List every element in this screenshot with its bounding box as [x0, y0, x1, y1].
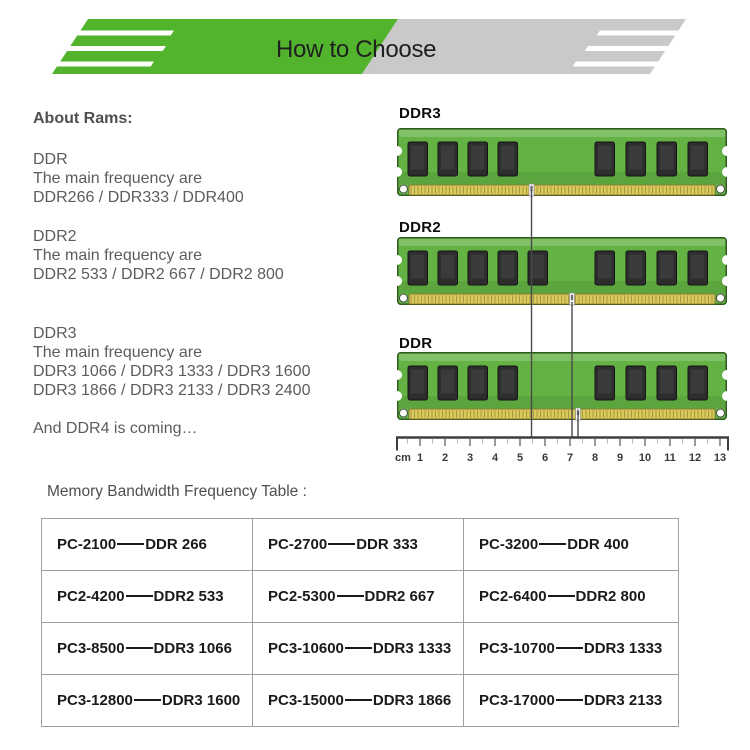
freq-cell: [464, 519, 679, 571]
memory-chip: [657, 366, 677, 400]
ruler-tick-label: 13: [713, 452, 727, 464]
dash-line: [539, 543, 566, 545]
ruler-tick-label: 2: [441, 452, 449, 464]
dash-line: [126, 647, 153, 649]
mount-hole: [400, 409, 408, 417]
pcb-board: [398, 238, 727, 305]
text-line: DDR: [33, 151, 68, 168]
stripe-cut: [597, 31, 740, 36]
edge-notch: [722, 276, 732, 286]
ruler-tick-label: 6: [541, 452, 549, 464]
freq-cell: [464, 571, 679, 623]
ruler-tick-label: 9: [616, 452, 624, 464]
module-label-ddr: DDR: [399, 335, 433, 352]
mount-hole: [717, 409, 725, 417]
text-line: The main frequency are: [33, 344, 202, 361]
ddr-speed: DDR3 1866: [372, 692, 452, 709]
memory-chip: [438, 251, 458, 285]
freq-cell: [253, 519, 464, 571]
freq-cell: [464, 675, 679, 727]
memory-chip: [408, 251, 428, 285]
edge-notch: [392, 370, 402, 380]
edge-notch: [392, 146, 402, 156]
pc-rating: PC3-17000: [479, 692, 555, 709]
ruler-unit-label: cm: [395, 452, 411, 464]
memory-chip: [657, 142, 677, 176]
edge-notch: [392, 276, 402, 286]
text-line: DDR3 1866 / DDR3 2133 / DDR3 2400: [33, 382, 311, 399]
dash-line: [126, 595, 153, 597]
table-title: Memory Bandwidth Frequency Table :: [47, 483, 307, 500]
pcb-board: [398, 353, 727, 420]
gold-pins: [409, 294, 715, 304]
pc-rating: PC-2100: [57, 536, 117, 553]
edge-notch: [722, 255, 732, 265]
ruler-tick-label: 7: [566, 452, 574, 464]
memory-chip: [626, 142, 646, 176]
module-label-ddr3: DDR3: [399, 105, 442, 122]
memory-chip: [595, 251, 615, 285]
memory-chip: [408, 142, 428, 176]
stripe-cut: [17, 31, 174, 36]
dash-line: [117, 543, 144, 545]
dash-line: [337, 595, 364, 597]
dash-line: [134, 699, 161, 701]
ddr-speed: DDR3 1333: [372, 640, 452, 657]
key-notch: [570, 293, 575, 305]
ddr-speed: DDR3 2133: [583, 692, 663, 709]
table-row: [42, 571, 679, 623]
frequency-table: [41, 518, 679, 727]
cm-ruler: [395, 437, 729, 465]
banner-title: How to Choose: [276, 36, 437, 63]
edge-notch: [392, 391, 402, 401]
dash-line: [548, 595, 575, 597]
memory-chip: [498, 366, 518, 400]
dash-line: [556, 647, 583, 649]
stripe-cut: [585, 46, 740, 51]
ddr-speed: DDR 400: [567, 536, 629, 553]
pc-rating: PC3-8500: [57, 640, 125, 657]
memory-chip: [468, 251, 488, 285]
memory-chip: [498, 251, 518, 285]
mount-hole: [400, 185, 408, 193]
pc-rating: PC3-10700: [479, 640, 555, 657]
pcb-board: [398, 129, 727, 196]
ddr-speed: DDR 333: [356, 536, 418, 553]
ddr-speed: DDR 266: [145, 536, 207, 553]
freq-cell: [253, 675, 464, 727]
text-line: DDR2: [33, 228, 77, 245]
ruler-tick-label: 5: [516, 452, 524, 464]
ram-module-ddr2: [392, 238, 732, 305]
memory-chip: [468, 366, 488, 400]
freq-cell: [464, 623, 679, 675]
pc-rating: PC2-6400: [479, 588, 547, 605]
pc-rating: PC3-15000: [268, 692, 344, 709]
dash-line: [328, 543, 355, 545]
ruler-tick-label: 8: [591, 452, 599, 464]
pc-rating: PC3-12800: [57, 692, 133, 709]
freq-cell: [42, 519, 253, 571]
ddr-speed: DDR3 1066: [153, 640, 232, 657]
text-line: DDR3: [33, 325, 77, 342]
key-notch: [576, 408, 581, 420]
text-line: DDR266 / DDR333 / DDR400: [33, 189, 244, 206]
memory-chip: [498, 142, 518, 176]
ddr-speed: DDR2 800: [575, 588, 646, 605]
table-row: [42, 519, 679, 571]
pc-rating: PC2-5300: [268, 588, 336, 605]
ddr-speed: DDR3 1600: [161, 692, 241, 709]
mount-hole: [400, 294, 408, 302]
table-row: [42, 675, 679, 727]
ddr-speed: DDR2 533: [153, 588, 224, 605]
key-notch: [529, 184, 534, 196]
table-row: [42, 623, 679, 675]
memory-chip: [438, 142, 458, 176]
ruler-tick-label: 3: [466, 452, 474, 464]
memory-chip: [626, 251, 646, 285]
pc-rating: PC2-4200: [57, 588, 125, 605]
stripe-cut: [17, 62, 154, 67]
freq-cell: [42, 675, 253, 727]
freq-cell: [253, 571, 464, 623]
ddr2-info-block: [33, 227, 284, 284]
ram-module-ddr3: [392, 129, 732, 196]
gold-pins: [409, 185, 715, 195]
memory-chip: [688, 142, 708, 176]
memory-chip: [408, 366, 428, 400]
edge-notch: [722, 391, 732, 401]
edge-notch: [392, 255, 402, 265]
mount-hole: [717, 185, 725, 193]
ruler-tick-label: 10: [638, 452, 652, 464]
freq-cell: [42, 623, 253, 675]
edge-notch: [392, 167, 402, 177]
ruler-tick-label: 1: [416, 452, 424, 464]
ruler-tick-label: 4: [491, 452, 499, 464]
edge-notch: [722, 146, 732, 156]
memory-chip: [688, 251, 708, 285]
text-line: The main frequency are: [33, 247, 202, 264]
memory-chip: [657, 251, 677, 285]
freq-cell: [42, 571, 253, 623]
edge-notch: [722, 370, 732, 380]
stripe-cut: [17, 46, 166, 51]
ruler-tick-label: 12: [688, 452, 702, 464]
gold-pins: [409, 409, 715, 419]
about-rams-heading: About Rams:: [33, 110, 133, 127]
memory-chip: [595, 366, 615, 400]
memory-chip: [438, 366, 458, 400]
edge-notch: [722, 167, 732, 177]
memory-chip: [528, 251, 548, 285]
ddr-speed: DDR3 1333: [583, 640, 663, 657]
text-line: DDR2 533 / DDR2 667 / DDR2 800: [33, 266, 284, 283]
ruler-tick-label: 11: [664, 452, 676, 464]
pc-rating: PC-3200: [479, 536, 539, 553]
how-to-choose-banner: [0, 0, 750, 100]
text-line: The main frequency are: [33, 170, 202, 187]
dash-line: [345, 699, 372, 701]
memory-chip: [626, 366, 646, 400]
ddr-speed: DDR2 667: [364, 588, 435, 605]
dash-line: [345, 647, 372, 649]
memory-chip: [595, 142, 615, 176]
memory-chip: [468, 142, 488, 176]
mount-hole: [717, 294, 725, 302]
pc-rating: PC3-10600: [268, 640, 344, 657]
ram-module-ddr: [392, 353, 732, 420]
freq-cell: [253, 623, 464, 675]
ddr-info-block: [33, 150, 244, 207]
ddr4-coming-note: And DDR4 is coming…: [33, 420, 198, 437]
dash-line: [556, 699, 583, 701]
stripe-cut: [573, 62, 740, 67]
module-label-ddr2: DDR2: [399, 219, 442, 236]
memory-chip: [688, 366, 708, 400]
pc-rating: PC-2700: [268, 536, 328, 553]
text-line: DDR3 1066 / DDR3 1333 / DDR3 1600: [33, 363, 311, 380]
ddr3-info-block: [33, 324, 310, 400]
